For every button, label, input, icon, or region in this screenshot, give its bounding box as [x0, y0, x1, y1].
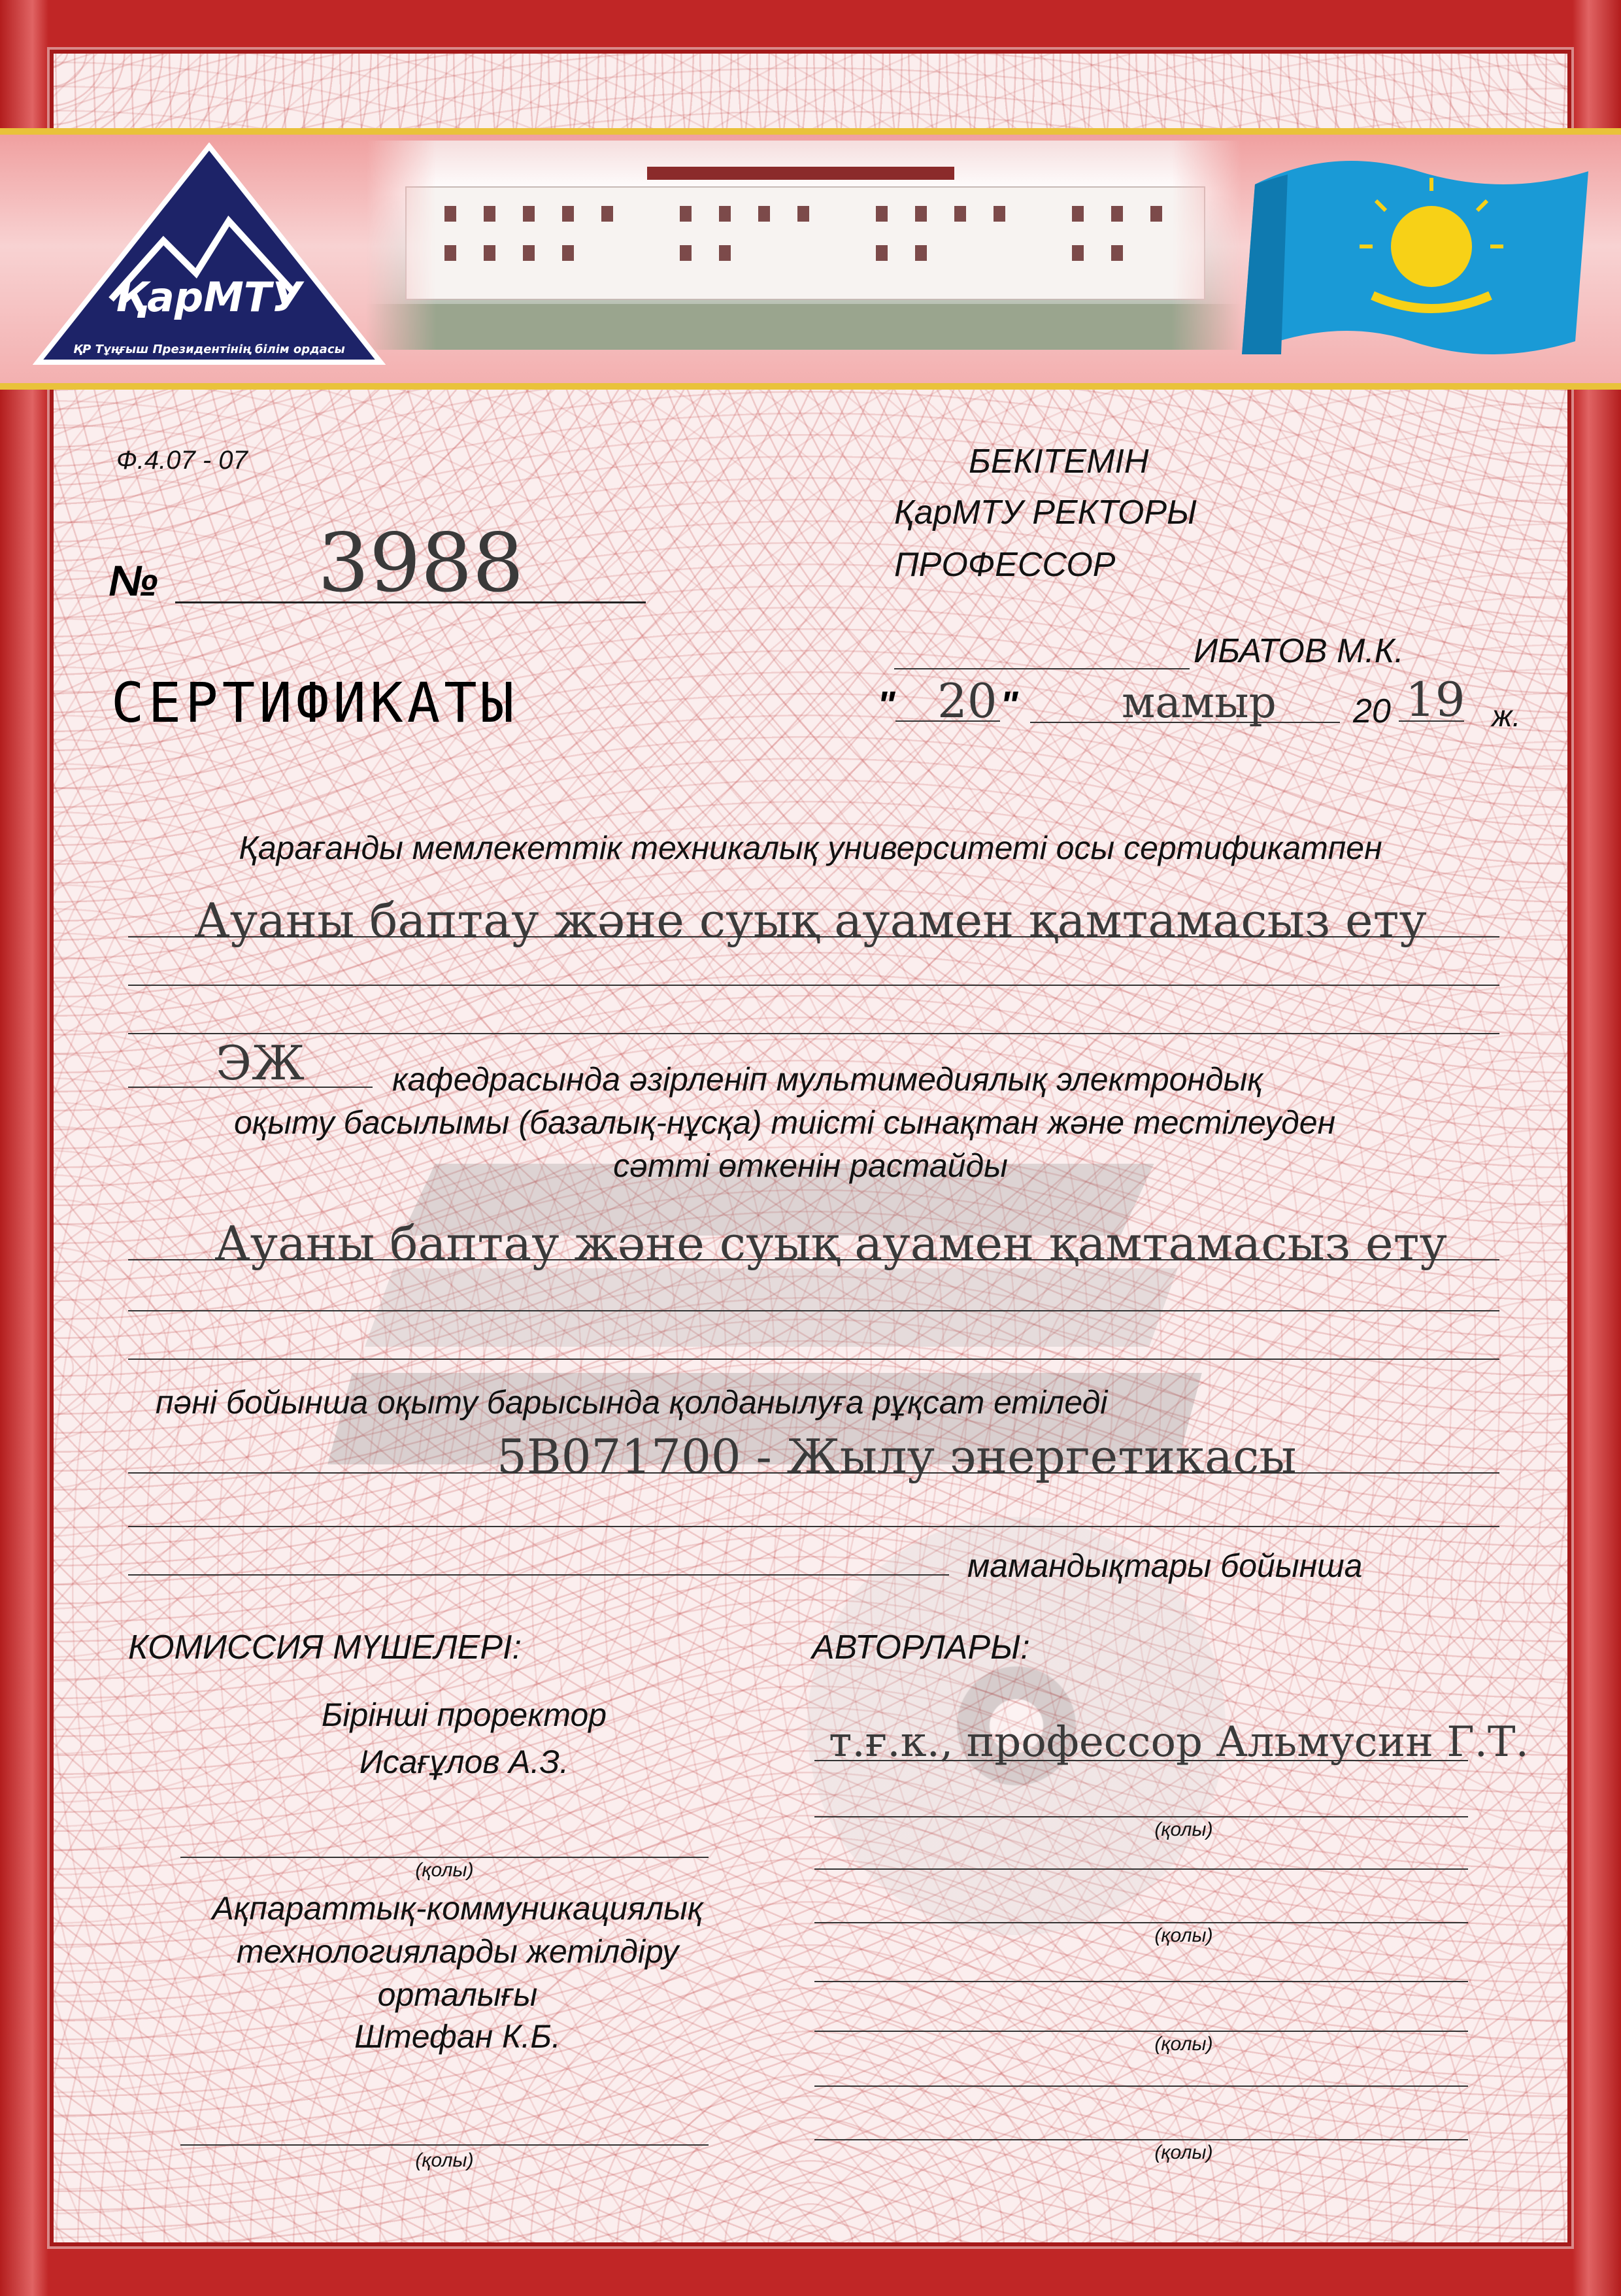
approval-line2: ҚарМТУ РЕКТОРЫ: [894, 494, 1197, 532]
logo-subtitle: ҚР Тұңғыш Президентінің білім ордасы: [73, 343, 345, 356]
author1-signature-label: (қолы): [1154, 1819, 1213, 1840]
subject-line-2: [128, 1310, 1499, 1311]
author1-signature-line: [814, 1816, 1468, 1817]
subject-title: Ауаны баптау және суық ауамен қамтамасыз ету: [214, 1216, 1447, 1271]
rector-signature-line: [894, 668, 1190, 669]
certificate-title: СЕРТИФИКАТЫ: [111, 671, 518, 735]
date-year-prefix: 20: [1353, 692, 1391, 730]
author4-signature-label: (қолы): [1154, 2142, 1213, 2163]
body-text-3: сәтті өткенін растайды: [613, 1147, 1008, 1184]
date-month-line: [1030, 722, 1340, 723]
author3-name-line: [814, 1981, 1468, 1982]
date-year-label: ж.: [1492, 699, 1521, 733]
subject-line-3: [128, 1359, 1499, 1360]
intro-text: Қарағанды мемлекеттік техникалық университеті осы сертификатпен: [239, 830, 1382, 866]
kazakhstan-flag-icon: [1242, 145, 1595, 374]
work-title-line-2: [128, 985, 1499, 986]
member1-name: Исағұлов А.З.: [359, 1744, 569, 1780]
author2-signature-line: [814, 1922, 1468, 1923]
author2-name-line: [814, 1868, 1468, 1870]
permit-text: пәні бойынша оқыту барысында қолданылуға рұқсат етіледі: [156, 1384, 1108, 1421]
subject-line-1: [128, 1259, 1499, 1260]
karmtu-logo: [33, 143, 386, 369]
approval-line1: БЕКІТЕМІН: [969, 443, 1149, 481]
certificate-number: 3988: [318, 516, 524, 611]
authors-heading: АВТОРЛАРЫ:: [812, 1629, 1030, 1666]
specialty-line-3: [128, 1574, 949, 1576]
date-quote-close: ": [1000, 684, 1018, 726]
date-quote-open: ": [877, 684, 895, 726]
body-text-2: оқыту басылымы (базалық-нұсқа) тиісті сынақтан және тестілеуден: [234, 1104, 1336, 1141]
commission-heading: КОМИССИЯ МҮШЕЛЕРІ:: [128, 1629, 522, 1666]
member2-name: Штефан К.Б.: [354, 2018, 561, 2055]
logo-text: ҚарМТУ: [115, 273, 303, 321]
member2-role-line1: Ақпараттық-коммуникациялық: [212, 1890, 703, 1927]
number-label: №: [109, 556, 158, 605]
author3-signature-line: [814, 2031, 1468, 2032]
form-code: Ф.4.07 - 07: [116, 446, 248, 475]
member2-role-line2: технологияларды жетілдіру: [236, 1933, 679, 1970]
date-day-line: [895, 720, 1000, 722]
department-value: ЭЖ: [216, 1036, 305, 1090]
date-month: мамыр: [1122, 677, 1277, 728]
date-year-suffix: 19: [1405, 672, 1465, 727]
author1-name-line: [814, 1760, 1468, 1761]
approval-line3: ПРОФЕССОР: [894, 546, 1116, 584]
author4-name-line: [814, 2085, 1468, 2087]
specialty-label: мамандықтары бойынша: [967, 1547, 1363, 1584]
specialty-line-2: [128, 1526, 1499, 1527]
work-title: Ауаны баптау және суық ауамен қамтамасыз ету: [194, 893, 1427, 948]
date-year-line: [1399, 720, 1464, 722]
department-text: кафедрасында әзірленіп мультимедиялық электрондық: [392, 1061, 1263, 1098]
author2-signature-label: (қолы): [1154, 1925, 1213, 1946]
department-line: [128, 1087, 373, 1088]
member1-signature-label: (қолы): [415, 1859, 474, 1881]
rector-name: ИБАТОВ М.К.: [1194, 632, 1404, 670]
date-day: 20: [937, 673, 997, 728]
member1-role: Бірінші проректор: [321, 1697, 607, 1733]
member2-signature-line: [180, 2144, 709, 2146]
specialty-value: 5В071700 - Жылу энергетикасы: [497, 1429, 1297, 1484]
campus-photo: [366, 141, 1242, 350]
work-title-line-3: [128, 1033, 1499, 1034]
work-title-line-1: [128, 936, 1499, 937]
author3-signature-label: (қолы): [1154, 2033, 1213, 2055]
member2-signature-label: (қолы): [415, 2150, 474, 2171]
author4-signature-line: [814, 2139, 1468, 2140]
member2-role-line3: орталығы: [377, 1976, 538, 2013]
author1-name: т.ғ.к., профессор Альмусин Г.Т.: [829, 1718, 1529, 1766]
certificate-number-line: [175, 601, 646, 603]
specialty-line-1: [128, 1472, 1499, 1474]
member1-signature-line: [180, 1857, 709, 1858]
